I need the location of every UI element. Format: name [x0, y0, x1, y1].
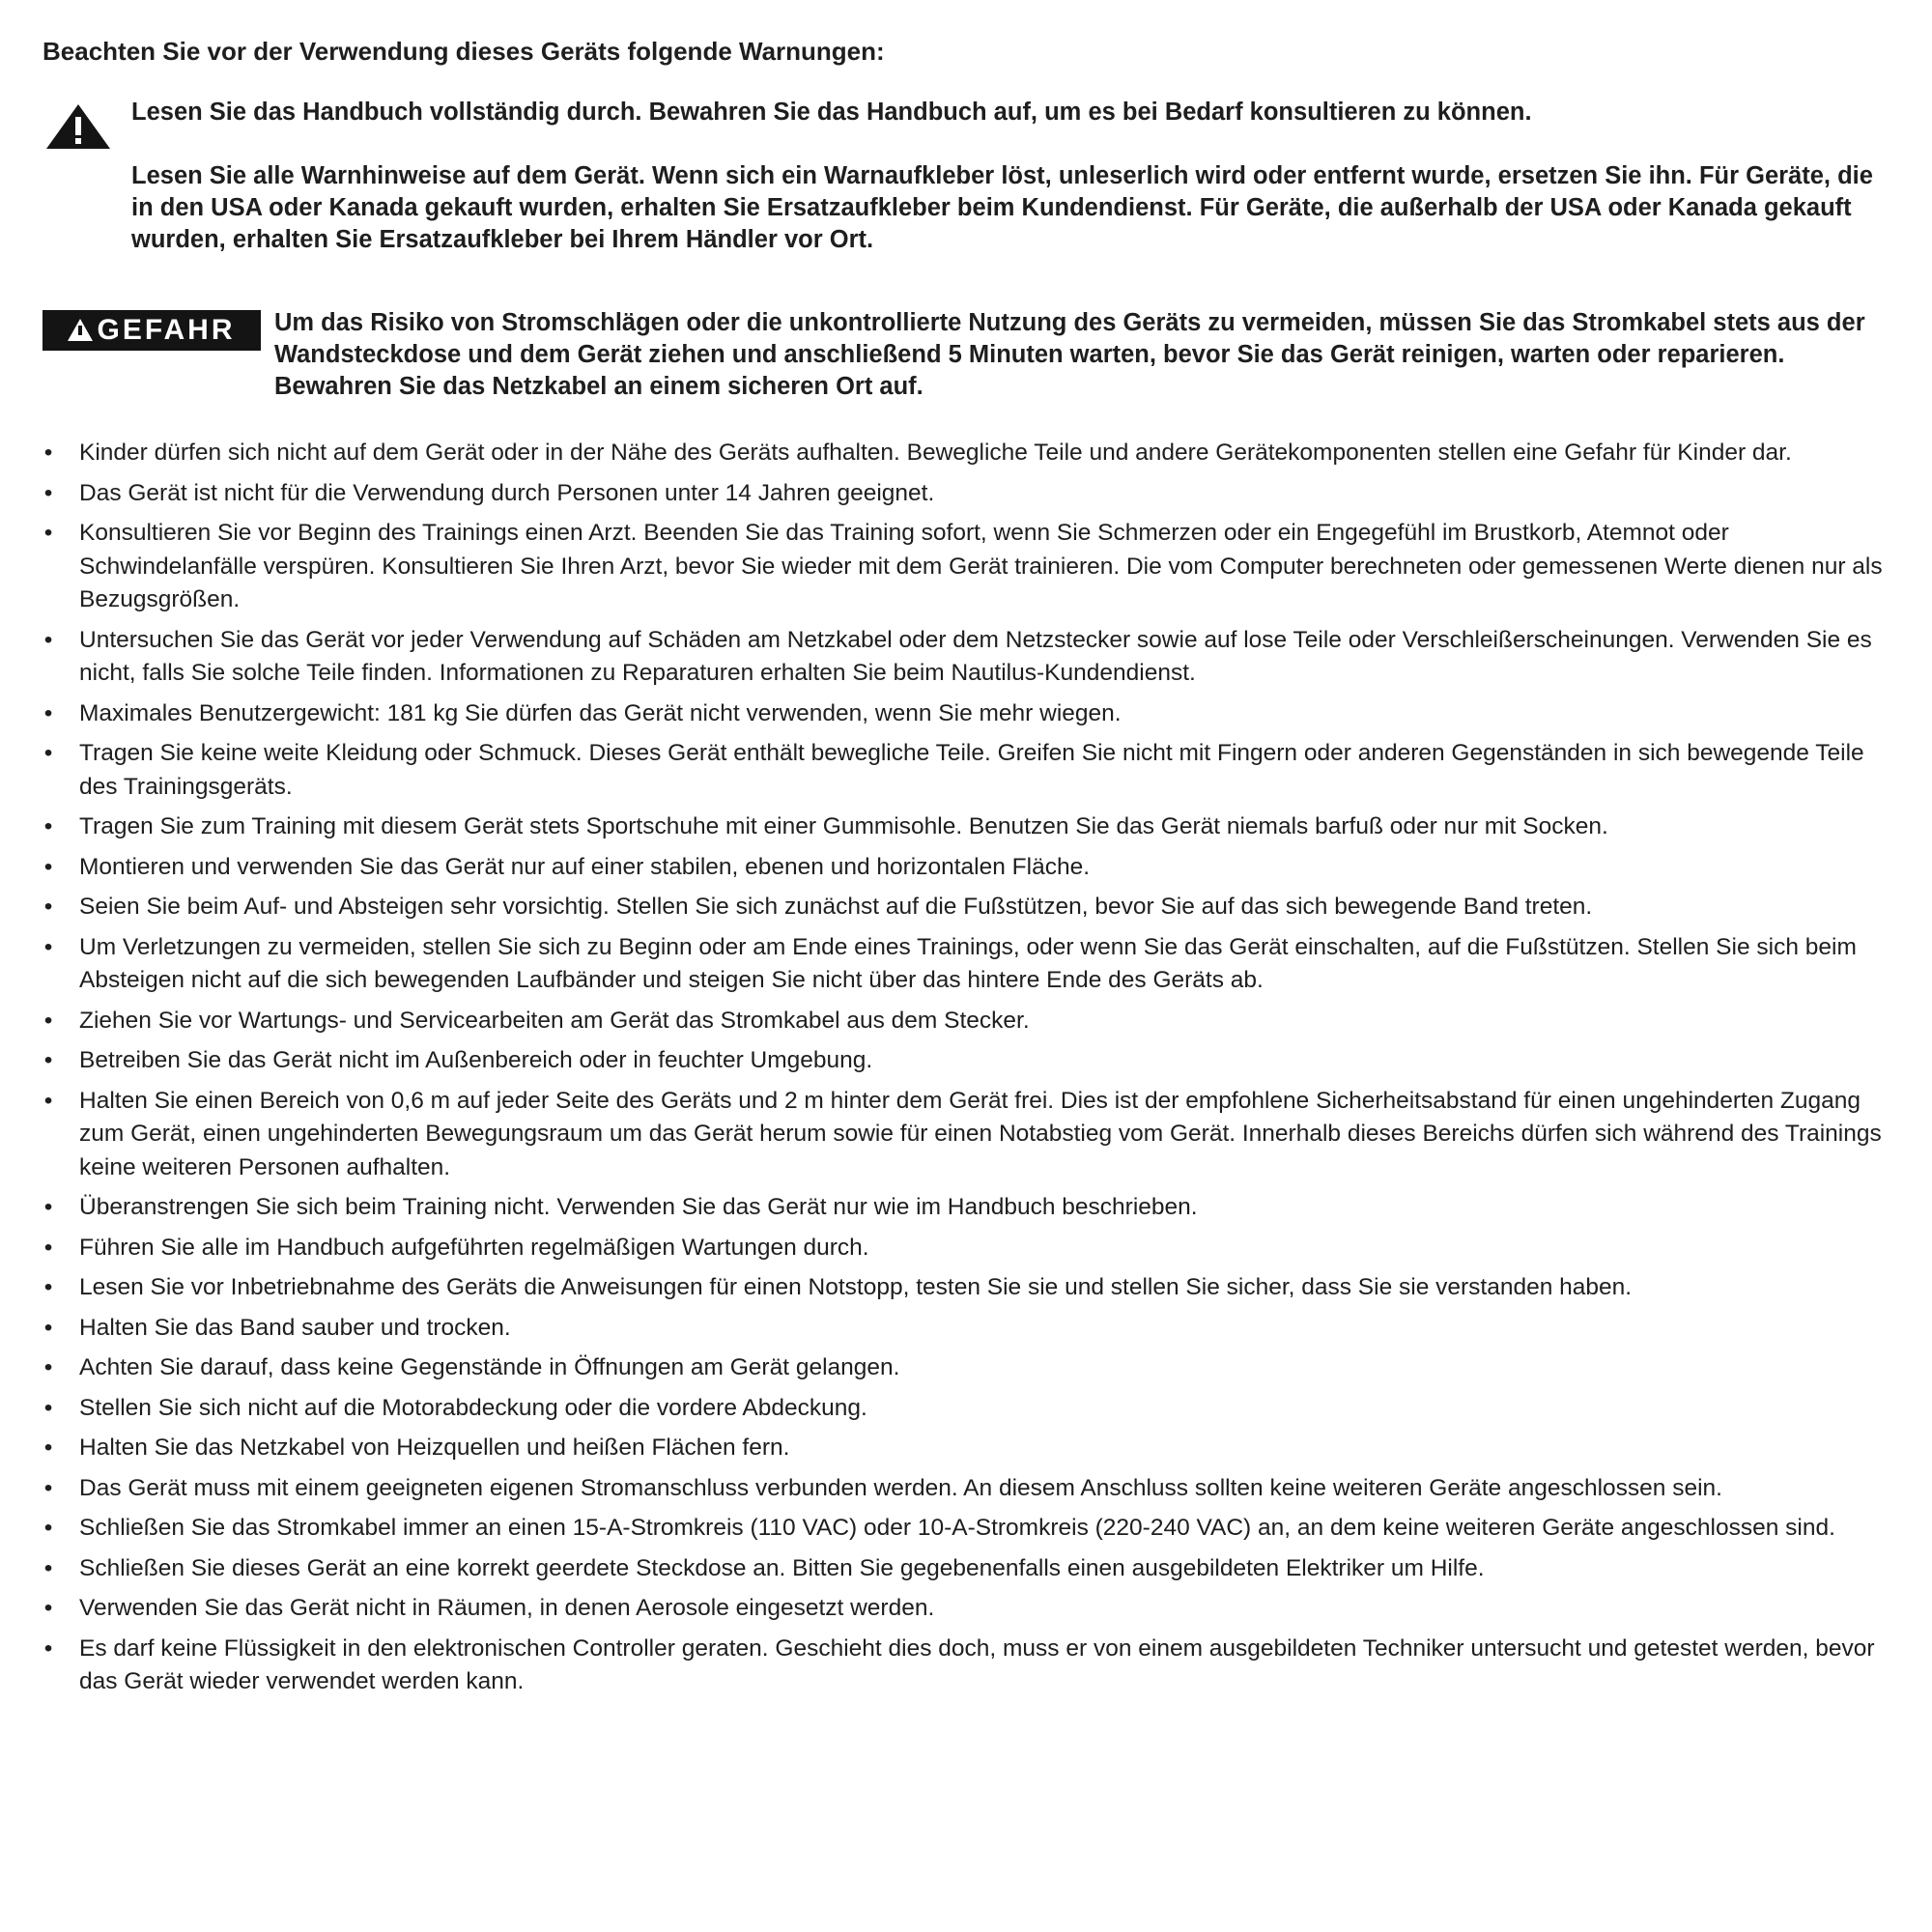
list-item: • Das Gerät ist nicht für die Verwendung durch Personen unter 14 Jahren geeignet.: [39, 477, 1903, 511]
danger-text: Um das Risiko von Stromschlägen oder die unkontrollierte Nutzung des Geräts zu vermeiden, müssen Sie das Stromkabel stets aus der Wandsteckdose und dem Gerät ziehen und anschließend 5 Minuten warten, bevor Sie das Gerät reinigen, warten oder reparieren. Bewahren Sie das Netzkabel an einem sicheren Ort auf.: [274, 309, 1865, 400]
list-item: • Montieren und verwenden Sie das Gerät nur auf einer stabilen, ebenen und horizontalen Fläche.: [39, 851, 1903, 885]
list-item: • Halten Sie einen Bereich von 0,6 m auf jeder Seite des Geräts und 2 m hinter dem Gerät frei. Dies ist der empfohlene Sicherheitsabstand für einen ungehinderten Zugang zum Gerät, einen ungehinderten Bewegungsraum um das Gerät herum sowie für einen Notabstieg vom Gerät. Innerhalb dieses Bereichs dürfen sich während des Trainings keine weiteren Personen aufhalten.: [39, 1085, 1903, 1185]
list-item: • Konsultieren Sie vor Beginn des Trainings einen Arzt. Beenden Sie das Training sofort, wenn Sie Schmerzen oder ein Engegefühl im Brustkorb, Atemnot oder Schwindelanfälle verspüren. Konsultieren Sie Ihren Arzt, bevor Sie wieder mit dem Gerät trainieren. Die vom Computer berechneten oder gemessenen Werte dienen nur als Bezugsgrößen.: [39, 517, 1903, 617]
list-item: • Betreiben Sie das Gerät nicht im Außenbereich oder in feuchter Umgebung.: [39, 1044, 1903, 1078]
list-item: • Maximales Benutzergewicht: 181 kg Sie dürfen das Gerät nicht verwenden, wenn Sie mehr wiegen.: [39, 697, 1903, 731]
list-item: • Halten Sie das Band sauber und trocken.: [39, 1312, 1903, 1346]
list-item: • Es darf keine Flüssigkeit in den elektronischen Controller geraten. Geschieht dies doch, muss er von einem ausgebildeten Techniker untersucht und getestet werden, bevor das Gerät wieder verwendet werden kann.: [39, 1633, 1903, 1699]
list-item: • Verwenden Sie das Gerät nicht in Räumen, in denen Aerosole eingesetzt werden.: [39, 1592, 1903, 1626]
danger-label-text: GEFAHR: [97, 314, 236, 346]
list-item: • Schließen Sie dieses Gerät an eine korrekt geerdete Steckdose an. Bitten Sie gegebenenfalls einen ausgebildeten Elektriker um Hilfe.: [39, 1552, 1903, 1586]
warning-labels: Lesen Sie alle Warnhinweise auf dem Gerät. Wenn sich ein Warnaufkleber löst, unleserlich wird oder entfernt wurde, ersetzen Sie ihn. Für Geräte, die in den USA oder Kanada gekauft wurden, erhalten Sie Ersatzaufkleber beim Kundendienst. Für Geräte, die außerhalb der USA oder Kanada gekauft wurden, erhalten Sie Ersatzaufkleber bei Ihrem Händler vor Ort.: [131, 162, 1873, 253]
list-item: • Das Gerät muss mit einem geeigneten eigenen Stromanschluss verbunden werden. An diesem Anschluss sollten keine weiteren Geräte angeschlossen sein.: [39, 1472, 1903, 1506]
safety-list: [39, 437, 1903, 1706]
list-item: • Ziehen Sie vor Wartungs- und Servicearbeiten am Gerät das Stromkabel aus dem Stecker.: [39, 1005, 1903, 1038]
list-item: • Lesen Sie vor Inbetriebnahme des Geräts die Anweisungen für einen Notstopp, testen Sie sie und stellen Sie sicher, dass Sie sie verstanden haben.: [39, 1271, 1903, 1305]
list-item: • Untersuchen Sie das Gerät vor jeder Verwendung auf Schäden am Netzkabel oder dem Netzstecker sowie auf lose Teile oder Verschleißerscheinungen. Verwenden Sie es nicht, falls Sie solche Teile finden. Informationen zu Reparaturen erhalten Sie beim Nautilus-Kundendienst.: [39, 624, 1903, 691]
list-item: • Seien Sie beim Auf- und Absteigen sehr vorsichtig. Stellen Sie sich zunächst auf die Fußstützen, bevor Sie auf das sich bewegende Band treten.: [39, 891, 1903, 924]
list-item: • Überanstrengen Sie sich beim Training nicht. Verwenden Sie das Gerät nur wie im Handbuch beschrieben.: [39, 1191, 1903, 1225]
list-item: • Tragen Sie keine weite Kleidung oder Schmuck. Dieses Gerät enthält bewegliche Teile. Greifen Sie nicht mit Fingern oder anderen Gegenständen in sich bewegende Teile des Trainingsgeräts.: [39, 737, 1903, 804]
warning-read-manual: Lesen Sie das Handbuch vollständig durch. Bewahren Sie das Handbuch auf, um es bei Bedarf konsultieren zu können.: [131, 99, 1532, 126]
intro-heading: Beachten Sie vor der Verwendung dieses Geräts folgende Warnungen:: [43, 37, 885, 66]
danger-label: [43, 310, 261, 351]
warning-triangle-icon: [44, 102, 112, 151]
list-item: • Tragen Sie zum Training mit diesem Gerät stets Sportschuhe mit einer Gummisohle. Benutzen Sie das Gerät niemals barfuß oder nur mit Socken.: [39, 810, 1903, 844]
list-item: • Stellen Sie sich nicht auf die Motorabdeckung oder die vordere Abdeckung.: [39, 1392, 1903, 1426]
list-item: • Achten Sie darauf, dass keine Gegenstände in Öffnungen am Gerät gelangen.: [39, 1351, 1903, 1385]
list-item: • Halten Sie das Netzkabel von Heizquellen und heißen Flächen fern.: [39, 1432, 1903, 1465]
list-item: • Führen Sie alle im Handbuch aufgeführten regelmäßigen Wartungen durch.: [39, 1232, 1903, 1265]
danger-triangle-icon: [68, 319, 93, 341]
list-item: • Schließen Sie das Stromkabel immer an einen 15-A-Stromkreis (110 VAC) oder 10-A-Stromkreis (220-240 VAC) an, an dem keine weiteren Geräte angeschlossen sind.: [39, 1512, 1903, 1546]
list-item: • Kinder dürfen sich nicht auf dem Gerät oder in der Nähe des Geräts aufhalten. Bewegliche Teile und andere Gerätekomponenten stellen eine Gefahr für Kinder dar.: [39, 437, 1903, 470]
list-item: • Um Verletzungen zu vermeiden, stellen Sie sich zu Beginn oder am Ende eines Trainings, oder wenn Sie das Gerät einschalten, auf die Fußstützen. Stellen Sie sich beim Absteigen nicht auf die sich bewegenden Laufbänder und steigen Sie nicht über das hintere Ende des Geräts ab.: [39, 931, 1903, 998]
